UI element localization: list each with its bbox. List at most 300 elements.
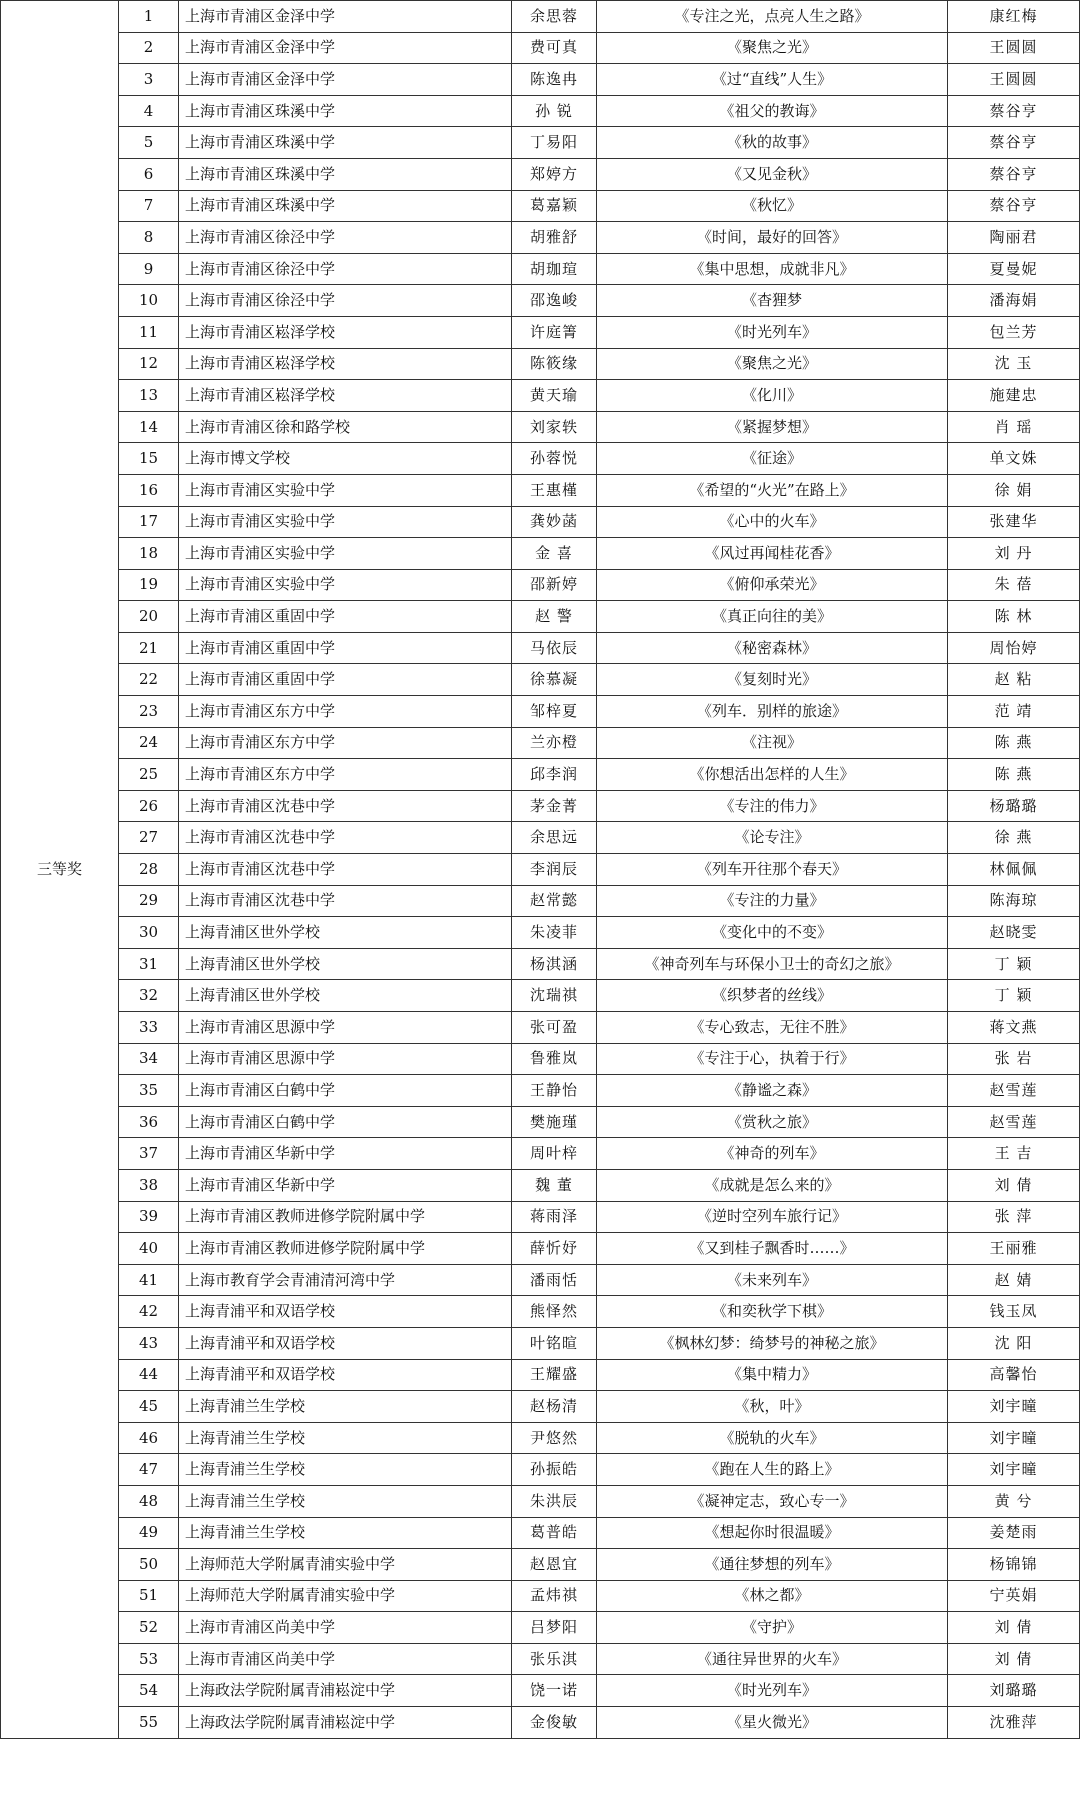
teacher-cell: 王圆圆 xyxy=(948,64,1080,96)
essay-title-cell: 《枫林幻梦：绮梦号的神秘之旅》 xyxy=(597,1327,948,1359)
teacher-cell: 蔡谷亨 xyxy=(948,95,1080,127)
school-cell: 上海市青浦区重固中学 xyxy=(179,664,512,696)
table-row xyxy=(1,348,1080,380)
row-number-cell: 1 xyxy=(119,1,179,33)
school-cell: 上海市青浦区华新中学 xyxy=(179,1169,512,1201)
essay-title-cell: 《列车开往那个春天》 xyxy=(597,854,948,886)
row-number-cell: 6 xyxy=(119,158,179,190)
school-cell: 上海青浦兰生学校 xyxy=(179,1422,512,1454)
essay-title-cell: 《又见金秋》 xyxy=(597,158,948,190)
row-number-cell: 43 xyxy=(119,1327,179,1359)
teacher-cell: 蔡谷亨 xyxy=(948,190,1080,222)
table-row xyxy=(1,253,1080,285)
school-cell: 上海市青浦区珠溪中学 xyxy=(179,127,512,159)
row-number-cell: 37 xyxy=(119,1138,179,1170)
essay-title-cell: 《列车．别样的旅途》 xyxy=(597,696,948,728)
school-cell: 上海市青浦区东方中学 xyxy=(179,727,512,759)
school-cell: 上海青浦平和双语学校 xyxy=(179,1296,512,1328)
row-number-cell: 10 xyxy=(119,285,179,317)
student-cell: 熊怿然 xyxy=(512,1296,597,1328)
student-cell: 马依辰 xyxy=(512,632,597,664)
school-cell: 上海市青浦区金泽中学 xyxy=(179,1,512,33)
row-number-cell: 48 xyxy=(119,1485,179,1517)
row-number-cell: 12 xyxy=(119,348,179,380)
essay-title-cell: 《祖父的教诲》 xyxy=(597,95,948,127)
school-cell: 上海市青浦区实验中学 xyxy=(179,474,512,506)
school-cell: 上海青浦区世外学校 xyxy=(179,917,512,949)
essay-title-cell: 《秋忆》 xyxy=(597,190,948,222)
row-number-cell: 46 xyxy=(119,1422,179,1454)
student-cell: 陈逸冉 xyxy=(512,64,597,96)
table-row xyxy=(1,285,1080,317)
essay-title-cell: 《杳狸梦 xyxy=(597,285,948,317)
row-number-cell: 35 xyxy=(119,1075,179,1107)
essay-title-cell: 《注视》 xyxy=(597,727,948,759)
row-number-cell: 8 xyxy=(119,222,179,254)
teacher-cell: 陈 燕 xyxy=(948,727,1080,759)
teacher-cell: 肖 瑶 xyxy=(948,411,1080,443)
row-number-cell: 27 xyxy=(119,822,179,854)
table-row xyxy=(1,1612,1080,1644)
teacher-cell: 徐 娟 xyxy=(948,474,1080,506)
school-cell: 上海青浦兰生学校 xyxy=(179,1454,512,1486)
essay-title-cell: 《时光列车》 xyxy=(597,1675,948,1707)
row-number-cell: 55 xyxy=(119,1707,179,1739)
table-row xyxy=(1,1138,1080,1170)
student-cell: 鲁雅岚 xyxy=(512,1043,597,1075)
teacher-cell: 施建忠 xyxy=(948,380,1080,412)
teacher-cell: 姜楚雨 xyxy=(948,1517,1080,1549)
row-number-cell: 3 xyxy=(119,64,179,96)
teacher-cell: 刘宇曈 xyxy=(948,1422,1080,1454)
student-cell: 王静怡 xyxy=(512,1075,597,1107)
student-cell: 邹梓夏 xyxy=(512,696,597,728)
row-number-cell: 31 xyxy=(119,948,179,980)
teacher-cell: 康红梅 xyxy=(948,1,1080,33)
student-cell: 杨淇涵 xyxy=(512,948,597,980)
teacher-cell: 赵晓雯 xyxy=(948,917,1080,949)
teacher-cell: 周怡婷 xyxy=(948,632,1080,664)
essay-title-cell: 《神奇列车与环保小卫士的奇幻之旅》 xyxy=(597,948,948,980)
school-cell: 上海政法学院附属青浦崧淀中学 xyxy=(179,1707,512,1739)
teacher-cell: 刘宇曈 xyxy=(948,1391,1080,1423)
row-number-cell: 33 xyxy=(119,1012,179,1044)
student-cell: 邵逸峻 xyxy=(512,285,597,317)
student-cell: 金俊敏 xyxy=(512,1707,597,1739)
school-cell: 上海青浦兰生学校 xyxy=(179,1391,512,1423)
row-number-cell: 40 xyxy=(119,1233,179,1265)
teacher-cell: 张 萍 xyxy=(948,1201,1080,1233)
essay-title-cell: 《集中精力》 xyxy=(597,1359,948,1391)
school-cell: 上海市青浦区徐和路学校 xyxy=(179,411,512,443)
table-row xyxy=(1,222,1080,254)
student-cell: 叶铭暄 xyxy=(512,1327,597,1359)
table-row xyxy=(1,1643,1080,1675)
row-number-cell: 16 xyxy=(119,474,179,506)
row-number-cell: 51 xyxy=(119,1580,179,1612)
table-row xyxy=(1,1169,1080,1201)
essay-title-cell: 《未来列车》 xyxy=(597,1264,948,1296)
school-cell: 上海市青浦区珠溪中学 xyxy=(179,95,512,127)
row-number-cell: 29 xyxy=(119,885,179,917)
teacher-cell: 陈 燕 xyxy=(948,759,1080,791)
essay-title-cell: 《成就是怎么来的》 xyxy=(597,1169,948,1201)
school-cell: 上海青浦区世外学校 xyxy=(179,948,512,980)
table-row xyxy=(1,601,1080,633)
row-number-cell: 32 xyxy=(119,980,179,1012)
table-row xyxy=(1,1075,1080,1107)
essay-title-cell: 《时光列车》 xyxy=(597,316,948,348)
teacher-cell: 沈雅萍 xyxy=(948,1707,1080,1739)
essay-title-cell: 《凝神定志，致心专一》 xyxy=(597,1485,948,1517)
student-cell: 郑婷方 xyxy=(512,158,597,190)
school-cell: 上海市青浦区珠溪中学 xyxy=(179,190,512,222)
teacher-cell: 陶丽君 xyxy=(948,222,1080,254)
teacher-cell: 宁英娟 xyxy=(948,1580,1080,1612)
row-number-cell: 38 xyxy=(119,1169,179,1201)
student-cell: 余思远 xyxy=(512,822,597,854)
essay-title-cell: 《希望的“火光”在路上》 xyxy=(597,474,948,506)
essay-title-cell: 《风过再闻桂花香》 xyxy=(597,538,948,570)
teacher-cell: 陈 林 xyxy=(948,601,1080,633)
student-cell: 朱凌菲 xyxy=(512,917,597,949)
essay-title-cell: 《真正向往的美》 xyxy=(597,601,948,633)
teacher-cell: 夏曼妮 xyxy=(948,253,1080,285)
student-cell: 葛嘉颖 xyxy=(512,190,597,222)
teacher-cell: 潘海娟 xyxy=(948,285,1080,317)
row-number-cell: 39 xyxy=(119,1201,179,1233)
school-cell: 上海市青浦区实验中学 xyxy=(179,569,512,601)
table-row xyxy=(1,822,1080,854)
essay-title-cell: 《集中思想，成就非凡》 xyxy=(597,253,948,285)
teacher-cell: 钱玉凤 xyxy=(948,1296,1080,1328)
teacher-cell: 朱 蓓 xyxy=(948,569,1080,601)
table-row xyxy=(1,948,1080,980)
teacher-cell: 赵雪莲 xyxy=(948,1075,1080,1107)
essay-title-cell: 《心中的火车》 xyxy=(597,506,948,538)
teacher-cell: 徐 燕 xyxy=(948,822,1080,854)
table-row xyxy=(1,790,1080,822)
teacher-cell: 王 吉 xyxy=(948,1138,1080,1170)
student-cell: 张可盈 xyxy=(512,1012,597,1044)
teacher-cell: 王丽雅 xyxy=(948,1233,1080,1265)
row-number-cell: 45 xyxy=(119,1391,179,1423)
row-number-cell: 47 xyxy=(119,1454,179,1486)
student-cell: 费可真 xyxy=(512,32,597,64)
school-cell: 上海青浦平和双语学校 xyxy=(179,1359,512,1391)
essay-title-cell: 《专注于心，执着于行》 xyxy=(597,1043,948,1075)
student-cell: 沈瑞祺 xyxy=(512,980,597,1012)
student-cell: 李润辰 xyxy=(512,854,597,886)
student-cell: 龚妙菡 xyxy=(512,506,597,538)
row-number-cell: 44 xyxy=(119,1359,179,1391)
table-row xyxy=(1,1422,1080,1454)
teacher-cell: 张 岩 xyxy=(948,1043,1080,1075)
row-number-cell: 26 xyxy=(119,790,179,822)
row-number-cell: 28 xyxy=(119,854,179,886)
row-number-cell: 19 xyxy=(119,569,179,601)
school-cell: 上海市青浦区徐泾中学 xyxy=(179,285,512,317)
teacher-cell: 范 靖 xyxy=(948,696,1080,728)
essay-title-cell: 《秘密森林》 xyxy=(597,632,948,664)
student-cell: 邵新婷 xyxy=(512,569,597,601)
teacher-cell: 刘 倩 xyxy=(948,1169,1080,1201)
essay-title-cell: 《织梦者的丝线》 xyxy=(597,980,948,1012)
school-cell: 上海市青浦区徐泾中学 xyxy=(179,222,512,254)
essay-title-cell: 《变化中的不变》 xyxy=(597,917,948,949)
table-row xyxy=(1,1580,1080,1612)
teacher-cell: 赵雪莲 xyxy=(948,1106,1080,1138)
student-cell: 邱李润 xyxy=(512,759,597,791)
row-number-cell: 42 xyxy=(119,1296,179,1328)
teacher-cell: 杨璐璐 xyxy=(948,790,1080,822)
table-row xyxy=(1,380,1080,412)
essay-title-cell: 《专注的力量》 xyxy=(597,885,948,917)
essay-title-cell: 《秋的故事》 xyxy=(597,127,948,159)
table-row xyxy=(1,664,1080,696)
essay-title-cell: 《通往梦想的列车》 xyxy=(597,1549,948,1581)
essay-title-cell: 《过“直线”人生》 xyxy=(597,64,948,96)
table-row xyxy=(1,569,1080,601)
row-number-cell: 49 xyxy=(119,1517,179,1549)
teacher-cell: 包兰芳 xyxy=(948,316,1080,348)
table-row xyxy=(1,1296,1080,1328)
teacher-cell: 单文姝 xyxy=(948,443,1080,475)
student-cell: 蒋雨泽 xyxy=(512,1201,597,1233)
school-cell: 上海市青浦区沈巷中学 xyxy=(179,885,512,917)
table-row xyxy=(1,885,1080,917)
row-number-cell: 2 xyxy=(119,32,179,64)
teacher-cell: 黄 兮 xyxy=(948,1485,1080,1517)
student-cell: 兰亦橙 xyxy=(512,727,597,759)
teacher-cell: 刘 倩 xyxy=(948,1612,1080,1644)
school-cell: 上海市青浦区徐泾中学 xyxy=(179,253,512,285)
table-row xyxy=(1,1,1080,33)
school-cell: 上海市青浦区华新中学 xyxy=(179,1138,512,1170)
table-row xyxy=(1,1327,1080,1359)
school-cell: 上海市青浦区珠溪中学 xyxy=(179,158,512,190)
row-number-cell: 18 xyxy=(119,538,179,570)
table-row xyxy=(1,474,1080,506)
school-cell: 上海市青浦区实验中学 xyxy=(179,506,512,538)
table-row xyxy=(1,1201,1080,1233)
teacher-cell: 陈海琼 xyxy=(948,885,1080,917)
school-cell: 上海市青浦区白鹤中学 xyxy=(179,1106,512,1138)
row-number-cell: 36 xyxy=(119,1106,179,1138)
row-number-cell: 30 xyxy=(119,917,179,949)
essay-title-cell: 《想起你时很温暖》 xyxy=(597,1517,948,1549)
essay-title-cell: 《林之都》 xyxy=(597,1580,948,1612)
teacher-cell: 丁 颖 xyxy=(948,948,1080,980)
essay-title-cell: 《聚焦之光》 xyxy=(597,32,948,64)
teacher-cell: 蔡谷亨 xyxy=(948,158,1080,190)
student-cell: 丁易阳 xyxy=(512,127,597,159)
student-cell: 金 喜 xyxy=(512,538,597,570)
student-cell: 孙振皓 xyxy=(512,1454,597,1486)
table-row xyxy=(1,64,1080,96)
school-cell: 上海青浦兰生学校 xyxy=(179,1517,512,1549)
teacher-cell: 沈 玉 xyxy=(948,348,1080,380)
essay-title-cell: 《跑在人生的路上》 xyxy=(597,1454,948,1486)
school-cell: 上海政法学院附属青浦崧淀中学 xyxy=(179,1675,512,1707)
student-cell: 胡珈瑄 xyxy=(512,253,597,285)
school-cell: 上海市青浦区思源中学 xyxy=(179,1043,512,1075)
school-cell: 上海市博文学校 xyxy=(179,443,512,475)
essay-title-cell: 《俯仰承荣光》 xyxy=(597,569,948,601)
teacher-cell: 刘 倩 xyxy=(948,1643,1080,1675)
row-number-cell: 50 xyxy=(119,1549,179,1581)
row-number-cell: 9 xyxy=(119,253,179,285)
table-row xyxy=(1,917,1080,949)
student-cell: 王惠槿 xyxy=(512,474,597,506)
school-cell: 上海市青浦区东方中学 xyxy=(179,696,512,728)
school-cell: 上海市青浦区崧泽学校 xyxy=(179,348,512,380)
table-row xyxy=(1,1454,1080,1486)
row-number-cell: 25 xyxy=(119,759,179,791)
teacher-cell: 刘璐璐 xyxy=(948,1675,1080,1707)
student-cell: 赵杨清 xyxy=(512,1391,597,1423)
row-number-cell: 34 xyxy=(119,1043,179,1075)
school-cell: 上海市青浦区重固中学 xyxy=(179,601,512,633)
student-cell: 孙 锐 xyxy=(512,95,597,127)
school-cell: 上海师范大学附属青浦实验中学 xyxy=(179,1580,512,1612)
teacher-cell: 刘 丹 xyxy=(948,538,1080,570)
table-row xyxy=(1,1675,1080,1707)
table-row xyxy=(1,1391,1080,1423)
teacher-cell: 林佩佩 xyxy=(948,854,1080,886)
table-row xyxy=(1,95,1080,127)
school-cell: 上海师范大学附属青浦实验中学 xyxy=(179,1549,512,1581)
row-number-cell: 53 xyxy=(119,1643,179,1675)
essay-title-cell: 《赏秋之旅》 xyxy=(597,1106,948,1138)
school-cell: 上海市青浦区东方中学 xyxy=(179,759,512,791)
student-cell: 朱洪辰 xyxy=(512,1485,597,1517)
table-row xyxy=(1,1264,1080,1296)
teacher-cell: 杨锦锦 xyxy=(948,1549,1080,1581)
essay-title-cell: 《聚焦之光》 xyxy=(597,348,948,380)
school-cell: 上海市青浦区金泽中学 xyxy=(179,32,512,64)
school-cell: 上海市青浦区白鹤中学 xyxy=(179,1075,512,1107)
row-number-cell: 15 xyxy=(119,443,179,475)
table-row xyxy=(1,1359,1080,1391)
row-number-cell: 11 xyxy=(119,316,179,348)
student-cell: 樊施瑾 xyxy=(512,1106,597,1138)
row-number-cell: 4 xyxy=(119,95,179,127)
teacher-cell: 高馨怡 xyxy=(948,1359,1080,1391)
school-cell: 上海市教育学会青浦清河湾中学 xyxy=(179,1264,512,1296)
student-cell: 黄天瑜 xyxy=(512,380,597,412)
school-cell: 上海市青浦区教师进修学院附属中学 xyxy=(179,1233,512,1265)
row-number-cell: 13 xyxy=(119,380,179,412)
essay-title-cell: 《星火微光》 xyxy=(597,1707,948,1739)
row-number-cell: 14 xyxy=(119,411,179,443)
student-cell: 张乐淇 xyxy=(512,1643,597,1675)
teacher-cell: 丁 颖 xyxy=(948,980,1080,1012)
essay-title-cell: 《论专注》 xyxy=(597,822,948,854)
row-number-cell: 5 xyxy=(119,127,179,159)
student-cell: 陈筱缘 xyxy=(512,348,597,380)
table-row xyxy=(1,1485,1080,1517)
table-row xyxy=(1,443,1080,475)
essay-title-cell: 《时间，最好的回答》 xyxy=(597,222,948,254)
school-cell: 上海市青浦区崧泽学校 xyxy=(179,316,512,348)
essay-title-cell: 《你想活出怎样的人生》 xyxy=(597,759,948,791)
table-row xyxy=(1,190,1080,222)
school-cell: 上海市青浦区教师进修学院附属中学 xyxy=(179,1201,512,1233)
award-level-cell: 三等奖 xyxy=(1,1,119,1739)
school-cell: 上海青浦区世外学校 xyxy=(179,980,512,1012)
essay-title-cell: 《守护》 xyxy=(597,1612,948,1644)
row-number-cell: 41 xyxy=(119,1264,179,1296)
essay-title-cell: 《专注之光，点亮人生之路》 xyxy=(597,1,948,33)
table-row xyxy=(1,696,1080,728)
school-cell: 上海市青浦区沈巷中学 xyxy=(179,822,512,854)
school-cell: 上海市青浦区尚美中学 xyxy=(179,1643,512,1675)
table-row xyxy=(1,854,1080,886)
student-cell: 尹悠然 xyxy=(512,1422,597,1454)
school-cell: 上海市青浦区尚美中学 xyxy=(179,1612,512,1644)
row-number-cell: 23 xyxy=(119,696,179,728)
teacher-cell: 蔡谷亨 xyxy=(948,127,1080,159)
table-row xyxy=(1,1549,1080,1581)
student-cell: 许庭箐 xyxy=(512,316,597,348)
table-row xyxy=(1,127,1080,159)
essay-title-cell: 《通往异世界的火车》 xyxy=(597,1643,948,1675)
table-row xyxy=(1,1043,1080,1075)
teacher-cell: 蒋文燕 xyxy=(948,1012,1080,1044)
teacher-cell: 王圆圆 xyxy=(948,32,1080,64)
table-row xyxy=(1,1707,1080,1739)
student-cell: 饶一诺 xyxy=(512,1675,597,1707)
essay-title-cell: 《紧握梦想》 xyxy=(597,411,948,443)
row-number-cell: 22 xyxy=(119,664,179,696)
student-cell: 胡雅舒 xyxy=(512,222,597,254)
table-row xyxy=(1,1233,1080,1265)
student-cell: 薛忻妤 xyxy=(512,1233,597,1265)
table-row xyxy=(1,158,1080,190)
teacher-cell: 赵 粘 xyxy=(948,664,1080,696)
school-cell: 上海市青浦区思源中学 xyxy=(179,1012,512,1044)
row-number-cell: 52 xyxy=(119,1612,179,1644)
row-number-cell: 7 xyxy=(119,190,179,222)
award-list-body xyxy=(1,1,1080,1739)
school-cell: 上海市青浦区实验中学 xyxy=(179,538,512,570)
student-cell: 王耀盛 xyxy=(512,1359,597,1391)
table-row xyxy=(1,980,1080,1012)
table-row xyxy=(1,411,1080,443)
table-row xyxy=(1,1106,1080,1138)
school-cell: 上海青浦平和双语学校 xyxy=(179,1327,512,1359)
essay-title-cell: 《静谧之森》 xyxy=(597,1075,948,1107)
table-row xyxy=(1,316,1080,348)
teacher-cell: 刘宇曈 xyxy=(948,1454,1080,1486)
essay-title-cell: 《又到桂子飘香时……》 xyxy=(597,1233,948,1265)
table-row xyxy=(1,727,1080,759)
row-number-cell: 17 xyxy=(119,506,179,538)
school-cell: 上海市青浦区重固中学 xyxy=(179,632,512,664)
school-cell: 上海市青浦区金泽中学 xyxy=(179,64,512,96)
student-cell: 茅金菁 xyxy=(512,790,597,822)
table-row xyxy=(1,1517,1080,1549)
student-cell: 吕梦阳 xyxy=(512,1612,597,1644)
school-cell: 上海青浦兰生学校 xyxy=(179,1485,512,1517)
student-cell: 赵 警 xyxy=(512,601,597,633)
essay-title-cell: 《征途》 xyxy=(597,443,948,475)
table-row xyxy=(1,506,1080,538)
row-number-cell: 20 xyxy=(119,601,179,633)
essay-title-cell: 《专心致志，无往不胜》 xyxy=(597,1012,948,1044)
student-cell: 赵恩宜 xyxy=(512,1549,597,1581)
